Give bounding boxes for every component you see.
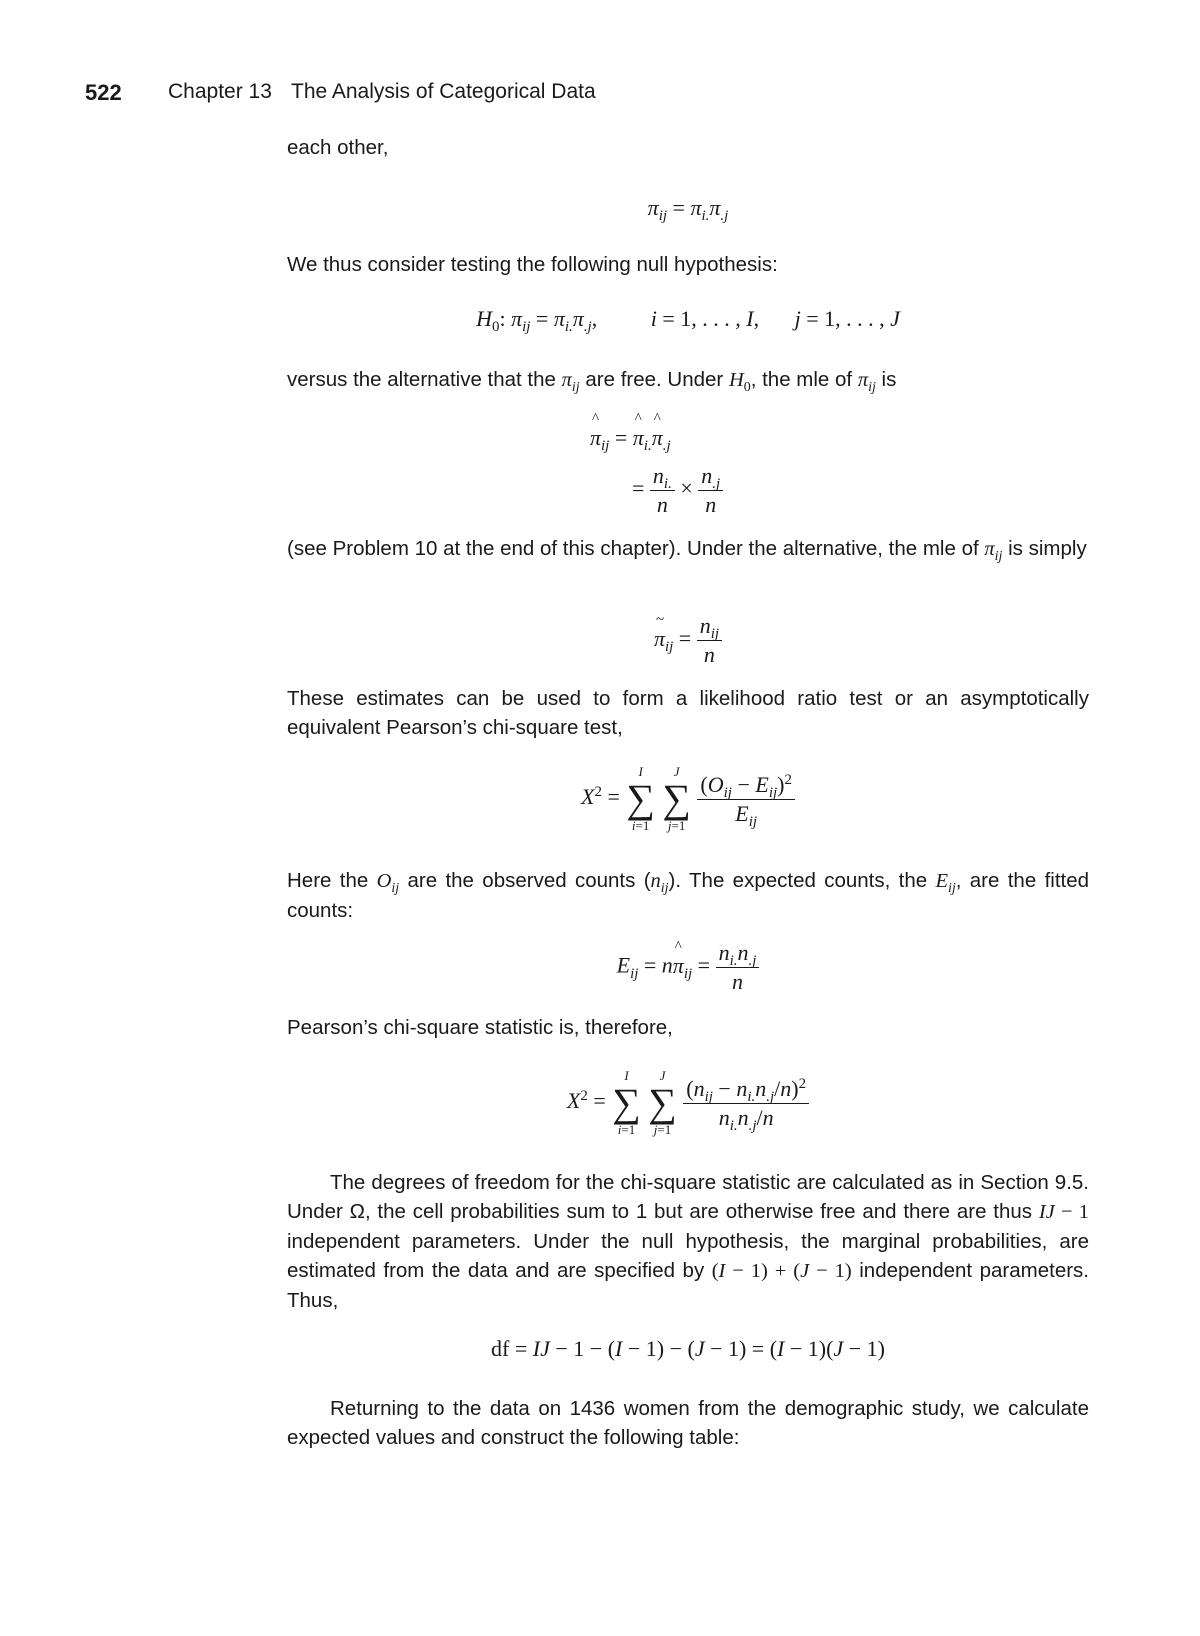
page-number: 522 [85, 80, 122, 105]
equation-pearson-specific: $X^2$ = I ∑ i=1 J ∑ j=1 $\frac{(n_{ij} - n_{i.}n_{.j}/n)^2}{n_{i.}n_{.j}/n}$ [287, 1068, 1089, 1138]
paragraph-pearson-therefore: Pearson’s chi-square statistic is, therefore, [287, 1016, 673, 1039]
equation-independence: $\pi_{ij} = \pi_{i.}\pi_{.j}$ [647, 195, 729, 225]
equation-df: df = IJ − 1 − (I − 1) − (J − 1) = (I − 1)(J − 1) [491, 1336, 885, 1361]
equation-mle-alternative: ~ $\pi_{ij}$ = $\frac{n_{ij}}{n}$ [287, 612, 1089, 669]
paragraph-problem-ref: (see Problem 10 at the end of this chapter). Under the alternative, the mle of $\pi_{ij}$ is simply [287, 537, 1087, 564]
running-head [85, 80, 596, 106]
equation-null-hypothesis: $H_0$: $\pi_{ij} = \pi_{i.}\pi_{.j}$, i = 1, . . . , I, j = 1, . . . , J [476, 306, 900, 336]
paragraph-null-intro: We thus consider testing the following null hypothesis: [287, 253, 778, 276]
chapter-title: The Analysis of Categorical Data [291, 80, 596, 103]
paragraph-degrees-of-freedom: The degrees of freedom for the chi-square statistic are calculated as in Section 9.5. Under Ω, the cell probabilities sum to 1 but are otherwise free and there are thus IJ − 1 independent parameters. Under the null hypothesis, the marginal probabilities, are estimated from the data and are specified by (I − 1) + (J − 1) independent parameters. Thus, [287, 1171, 1090, 1312]
equation-expected-counts: $E_{ij}$ = n^ $\pi_{ij}$ = $\frac{n_{i.}n_{.j}}{n}$ [287, 939, 1089, 996]
equation-mle-null-line2: = $\frac{n_{i.}}{n}$ × $\frac{n_{.j}}{n}$ [632, 462, 723, 519]
paragraph-returning: Returning to the data on 1436 women from the demographic study, we calculate expected values and construct the following table: [287, 1397, 1089, 1449]
paragraph-observed-expected: Here the $O_{ij}$ are the observed counts $(n_{ij})$. The expected counts, the $E_{ij}$, are the fitted counts: [287, 869, 1090, 922]
paragraph-each-other: each other, [287, 136, 389, 159]
equation-pearson-general: $X^2$ = I ∑ i=1 J ∑ j=1 $\frac{(O_{ij} - E_{ij})^2}{E_{ij}}$ [287, 764, 1089, 834]
paragraph-alternative: versus the alternative that the $\pi_{ij}$ are free. Under $H_0$, the mle of $\pi_{ij}$ is [287, 368, 897, 395]
paragraph-estimates: These estimates can be used to form a likelihood ratio test or an asymptotically equivalent Pearson’s chi-square test, [287, 687, 1089, 739]
chapter-label: Chapter 13 [168, 80, 272, 103]
equation-mle-null-line1: ^ $\pi_{ij}$ = ^ $\pi_{i.}\^{}$ $\pi_{.j}$ [590, 425, 671, 451]
